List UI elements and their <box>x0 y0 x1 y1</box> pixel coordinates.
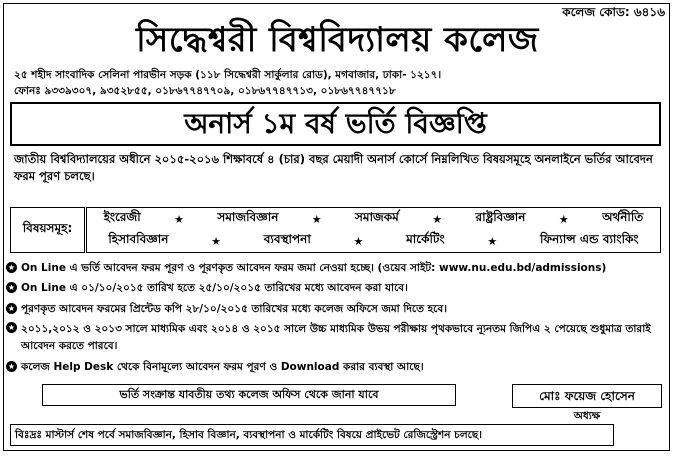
subject-item: সমাজবিজ্ঞান <box>217 210 279 224</box>
subjects-row-1 <box>87 208 660 230</box>
subjects-label: বিষয়সমূহ: <box>10 207 85 253</box>
admission-banner: অনার্স ১ম বর্ষ ভর্তি বিজ্ঞপ্তি <box>10 102 661 146</box>
note-text: On Line এ ভর্তি আবেদন ফরম পূরণ ও পূরণকৃত আবেদন ফরম জমা নেওয়া হচ্ছে। (ওয়েব সাইট: www.nu.edu.bd/admissions) <box>21 262 607 274</box>
subject-item: মার্কেটিং <box>406 232 445 246</box>
note-item <box>6 261 606 278</box>
star-icon: ★ <box>353 234 364 248</box>
subject-item: ব্যবস্থাপনা <box>263 232 311 246</box>
star-icon: ★ <box>174 212 184 226</box>
subjects-box <box>86 207 661 253</box>
subject-item: ফিন্যান্স এন্ড ব্যাংকিং <box>539 232 639 246</box>
college-code: কলেজ কোড: ৬৪১৬ <box>562 5 665 19</box>
info-box: ভর্তি সংক্রান্ত যাবতীয় তথ্য কলেজ অফিস থেকে জানা যাবে <box>42 384 456 406</box>
subjects-row-2 <box>87 230 660 252</box>
star-bullet-icon: ★ <box>7 362 16 371</box>
note-item <box>6 321 666 355</box>
subject-item: অর্থনীতি <box>602 210 644 224</box>
star-icon: ★ <box>487 234 498 248</box>
footer-note: বিঃদ্রঃ মাস্টার্স শেষ পর্বে সমাজবিজ্ঞান, হিসাব বিজ্ঞান, ব্যবস্থাপনা ও মার্কেটিং বিষয়ে প্রাইভেট রেজিস্ট্রেশন চলছে। <box>10 424 614 446</box>
college-title: সিদ্ধেশ্বরী বিশ্ববিদ্যালয় কলেজ <box>136 20 539 60</box>
subject-item: ইংরেজী <box>103 210 141 224</box>
college-phones: ফোনঃ ৯৩৩৯৩০৭, ৯৩৫২৮৫৫, ০১৮৬৭৭৪৭৭০৯, ০১৮৬৭৭৪৭৭১৩, ০১৮৬৭৭৪৭৭১৮ <box>14 85 396 97</box>
subject-item: হিসাববিজ্ঞান <box>108 232 169 246</box>
star-bullet-icon: ★ <box>7 283 16 292</box>
star-icon: ★ <box>211 234 222 248</box>
star-bullet-icon: ★ <box>7 323 16 332</box>
college-address: ২৫ শহীদ সাংবাদিক সেলিনা পারভীন সড়ক (১১৮ সিদ্ধেশ্বরী সার্কুলার রোড), মগবাজার, ঢাকা- ১২১৭। <box>14 69 442 81</box>
note-text: On Line এ ০১/১০/২০১৫ তারিখ হতে ২৫/১০/২০১৫ তারিখের মধ্যে আবেদন করা যাবে। <box>21 282 408 294</box>
signature-designation: অধ্যক্ষ <box>573 410 601 422</box>
subject-item: রাষ্ট্রবিজ্ঞান <box>475 210 526 224</box>
note-text: পূরণকৃত আবেদন ফরমের প্রিন্টেড কপি ২৮/১০/২০১৫ তারিখের মধ্যে কলেজ অফিসে জমা দিতে হবে। <box>21 303 447 315</box>
star-icon: ★ <box>558 212 569 226</box>
note-text: কলেজ Help Desk থেকে বিনামূল্যে আবেদন ফরম পূরণ ও Download করার ব্যবস্থা আছে। <box>21 361 424 373</box>
star-bullet-icon: ★ <box>7 304 16 313</box>
intro-text: জাতীয় বিশ্ববিদ্যালয়ের অধীনে ২০১৫-২০১৬ শিক্ষাবর্ষে ৪ (চার) বছর মেয়াদী অনার্স কোর্সে নিম্নলিখিত বিষয়সমূহে অনলাইনে ভর্তির আবেদন ফরম পূরণ চলছে। <box>14 152 653 183</box>
note-item <box>6 302 447 319</box>
star-bullet-icon: ★ <box>7 263 16 272</box>
signature-name: মোঃ ফয়েজ হোসেন <box>512 384 662 408</box>
note-item <box>6 360 424 377</box>
note-item <box>6 281 408 298</box>
star-icon: ★ <box>432 212 443 226</box>
subject-item: সমাজকর্ম <box>354 210 399 224</box>
note-text: ২০১১,২০১২ ও ২০১৩ সালে মাধ্যমিক এবং ২০১৪ ও ২০১৫ সালে উচ্চ মাধ্যমিক উভয় পরীক্ষায় পৃথকভাবে ন্যূনতম জিপিএ ২ পেয়েছে শুধুমাত্র তারাই আবেদন করতে পারবে। <box>21 323 651 352</box>
star-icon: ★ <box>311 212 322 226</box>
